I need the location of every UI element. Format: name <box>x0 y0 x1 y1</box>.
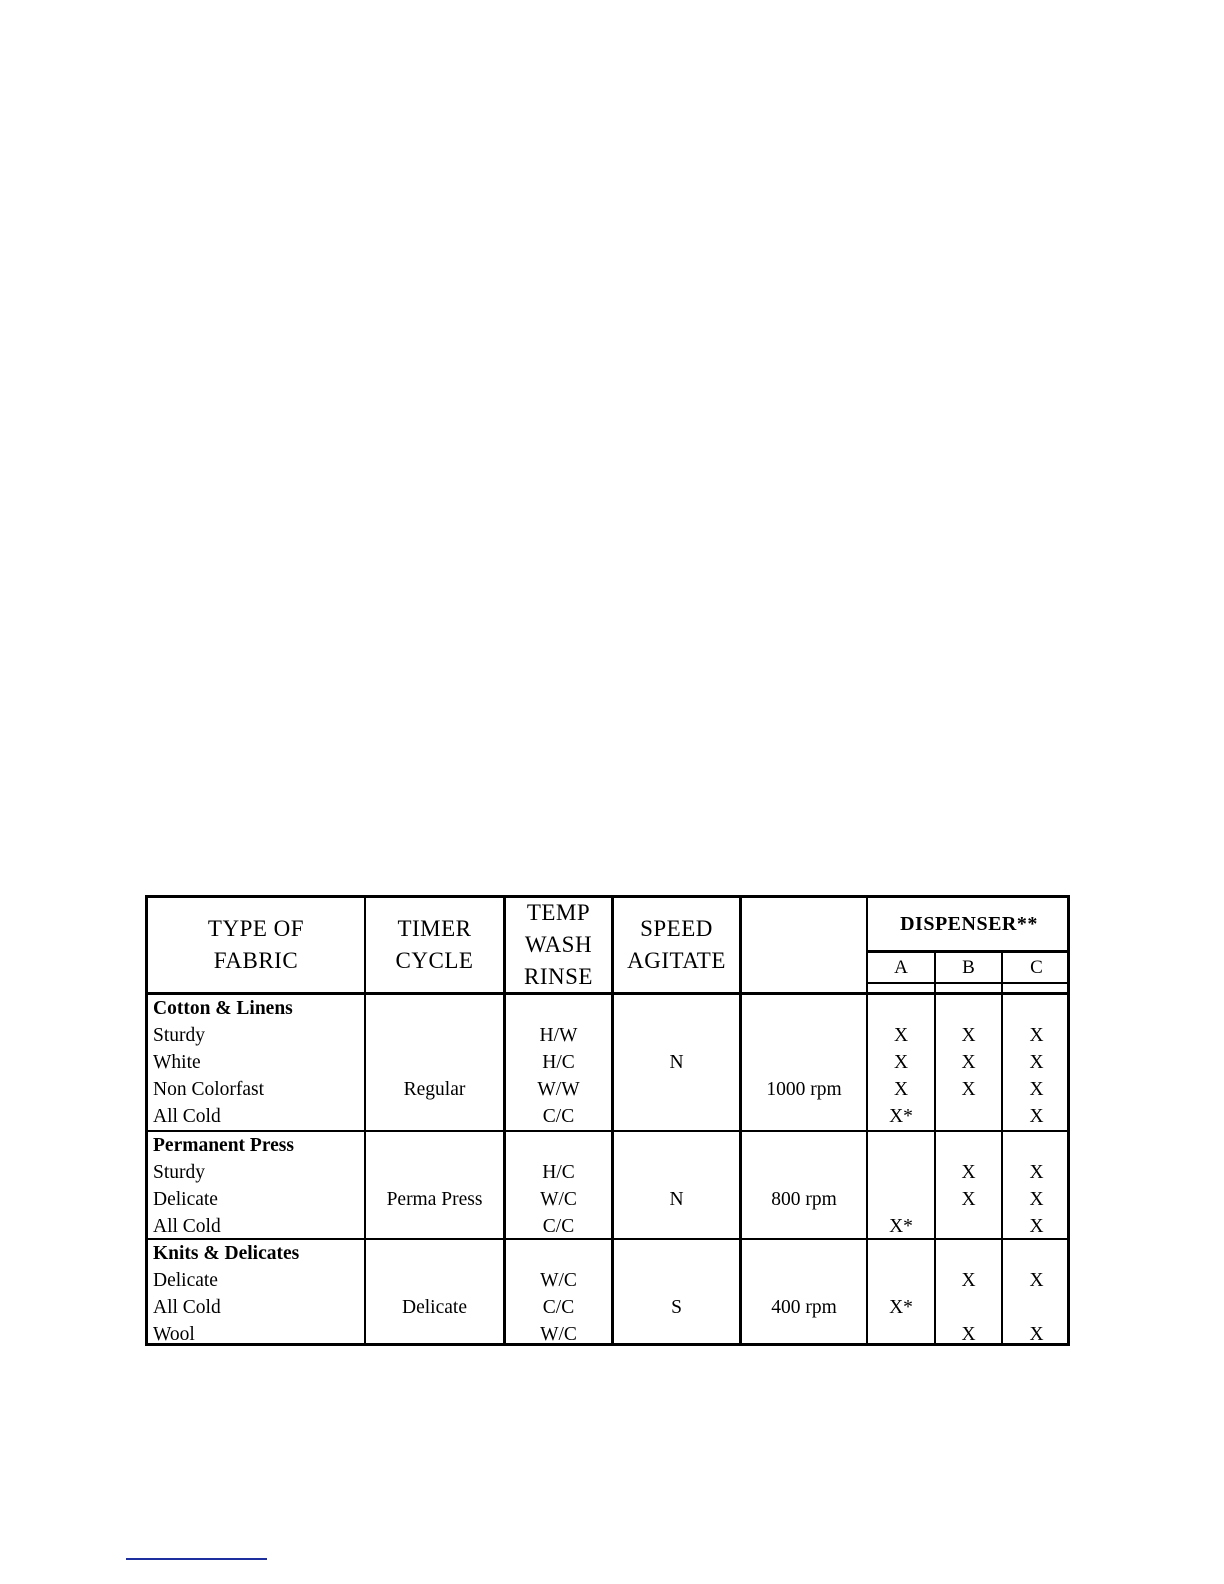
header-text: TEMP <box>526 900 591 925</box>
wash-cycle-table <box>145 895 1070 1346</box>
dispenser-c-cell: X <box>1029 1189 1044 1210</box>
temp-cell: H/C <box>542 1052 575 1073</box>
fabric-cell: All Cold <box>153 1106 221 1127</box>
dispenser-a-cell: X* <box>889 1106 913 1127</box>
temp-cell: C/C <box>542 1216 575 1237</box>
temp-cell: C/C <box>542 1297 575 1318</box>
fabric-cell: Non Colorfast <box>153 1079 265 1100</box>
dispenser-b-cell: X <box>961 1079 976 1100</box>
header-text: TIMER <box>397 916 472 941</box>
header-temp-wash-rinse <box>506 898 611 992</box>
spin-speed-cell: 400 rpm <box>771 1297 837 1318</box>
dispenser-b-cell: X <box>961 1025 976 1046</box>
temp-cell: H/C <box>542 1162 575 1183</box>
header-dispenser-a: A <box>894 956 908 978</box>
dispenser-c-cell: X <box>1029 1162 1044 1183</box>
dispenser-c-cell: X <box>1029 1270 1044 1291</box>
group-title: Permanent Press <box>153 1135 294 1156</box>
dispenser-c-cell: X <box>1029 1216 1044 1237</box>
speed-cell: S <box>671 1297 682 1318</box>
header-text: SPEED <box>640 916 713 941</box>
fabric-cell: Sturdy <box>153 1162 206 1183</box>
fabric-cell: All Cold <box>153 1297 221 1318</box>
dispenser-a-cell: X <box>893 1025 909 1046</box>
temp-cell: W/W <box>537 1079 580 1100</box>
timer-cycle-cell: Regular <box>403 1079 466 1100</box>
header-timer-cycle <box>366 898 503 992</box>
dispenser-c-cell: X <box>1029 1106 1044 1127</box>
temp-cell: C/C <box>542 1106 575 1127</box>
header-type-of-fabric <box>148 898 364 992</box>
fabric-cell: All Cold <box>153 1216 221 1237</box>
speed-cell: N <box>669 1189 684 1210</box>
timer-cycle-cell: Perma Press <box>386 1189 483 1210</box>
dispenser-a-cell: X <box>893 1079 909 1100</box>
temp-cell: W/C <box>540 1189 577 1210</box>
dispenser-c-cell: X <box>1029 1025 1044 1046</box>
dispenser-c-cell: X <box>1029 1052 1044 1073</box>
header-dispenser-c: C <box>1030 956 1043 978</box>
header-text: RINSE <box>524 964 593 989</box>
temp-cell: W/C <box>540 1270 577 1291</box>
temp-cell: W/C <box>540 1324 577 1345</box>
spin-speed-cell: 800 rpm <box>771 1189 837 1210</box>
fabric-cell: Wool <box>153 1324 195 1345</box>
fabric-cell: Delicate <box>153 1270 218 1291</box>
dispenser-b-cell: X <box>961 1162 976 1183</box>
header-dispenser: DISPENSER** <box>900 913 1038 935</box>
speed-cell: N <box>669 1052 684 1073</box>
timer-cycle-cell: Delicate <box>402 1297 467 1318</box>
spin-speed-cell: 1000 rpm <box>766 1079 842 1100</box>
group-title: Cotton & Linens <box>153 998 293 1019</box>
dispenser-b-cell: X <box>961 1270 976 1291</box>
header-dispenser-b: B <box>962 956 975 978</box>
dispenser-rule <box>866 982 1067 984</box>
header-speed-agitate <box>614 898 739 992</box>
dispenser-c-cell: X <box>1029 1079 1044 1100</box>
dispenser-c-cell: X <box>1029 1324 1044 1345</box>
dispenser-b-cell: X <box>961 1052 976 1073</box>
dispenser-a-cell: X <box>893 1052 909 1073</box>
fabric-cell: Sturdy <box>153 1025 206 1046</box>
fabric-cell: White <box>153 1052 201 1073</box>
header-text: WASH <box>524 932 593 957</box>
header-text: AGITATE <box>627 948 726 973</box>
header-text: CYCLE <box>395 948 474 973</box>
dispenser-a-cell: X* <box>889 1297 913 1318</box>
header-text: TYPE OF <box>207 916 305 941</box>
fabric-cell: Delicate <box>153 1189 218 1210</box>
footnote-separator <box>126 1558 267 1560</box>
group-title: Knits & Delicates <box>153 1243 300 1264</box>
dispenser-b-cell: X <box>961 1189 976 1210</box>
temp-cell: H/W <box>539 1025 578 1046</box>
dispenser-a-cell: X* <box>889 1216 913 1237</box>
header-spin <box>742 898 866 992</box>
dispenser-b-cell: X <box>961 1324 976 1345</box>
header-text: FABRIC <box>213 948 299 973</box>
